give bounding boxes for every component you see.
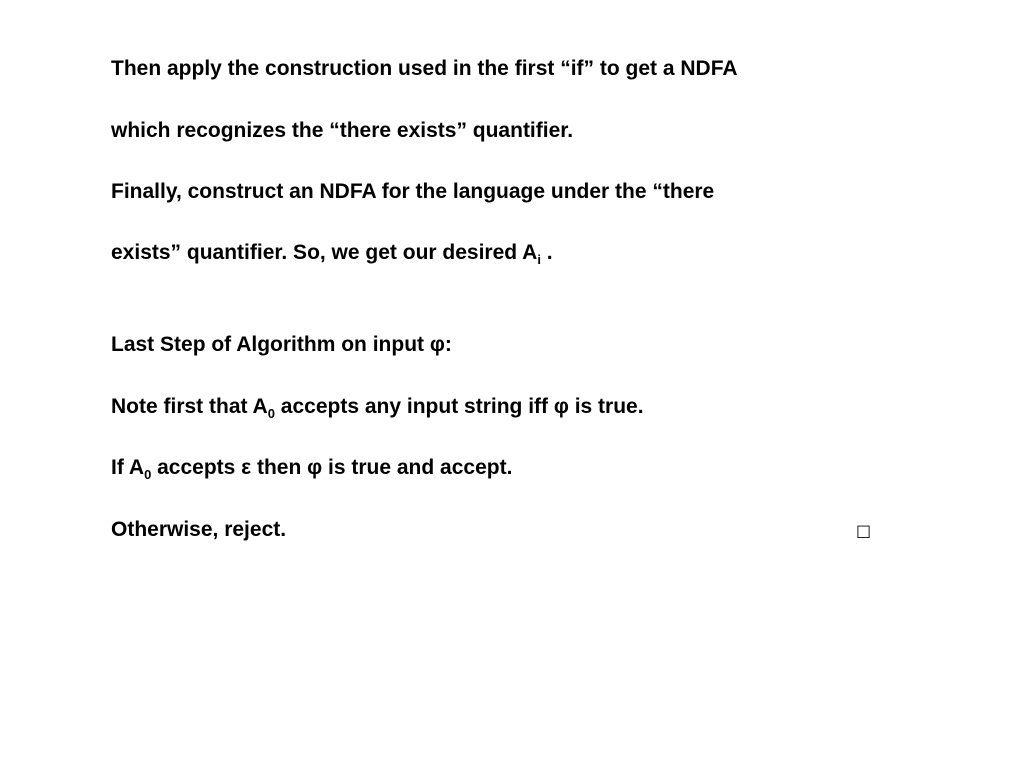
text-line-recognizes: which recognizes the “there exists” quantifier. bbox=[111, 119, 574, 142]
text-line-construction: Then apply the construction used in the first “if” to get a NDFA bbox=[111, 57, 738, 80]
text-line-if-accepts bbox=[111, 455, 512, 481]
subscript-i: i bbox=[537, 252, 541, 267]
text-line-finally: Finally, construct an NDFA for the language under the “there bbox=[111, 180, 715, 203]
line4-after: . bbox=[540, 241, 553, 264]
line6-before: Note first that A bbox=[111, 395, 268, 418]
text-line-otherwise: Otherwise, reject. bbox=[111, 518, 287, 541]
subscript-0: 0 bbox=[144, 467, 152, 482]
text-line-desired-ai bbox=[111, 240, 553, 266]
line7-before: If A bbox=[111, 456, 145, 479]
line4-text: exists” quantifier. So, we get our desired A bbox=[111, 241, 538, 264]
text-line-last-step: Last Step of Algorithm on input φ: bbox=[111, 333, 452, 356]
line6-after: accepts any input string iff φ is true. bbox=[274, 395, 644, 418]
text-line-note-first bbox=[111, 394, 644, 420]
line7-after: accepts ε then φ is true and accept. bbox=[151, 456, 513, 479]
qed-square-icon: □ bbox=[856, 521, 872, 540]
subscript-0: 0 bbox=[267, 406, 275, 421]
